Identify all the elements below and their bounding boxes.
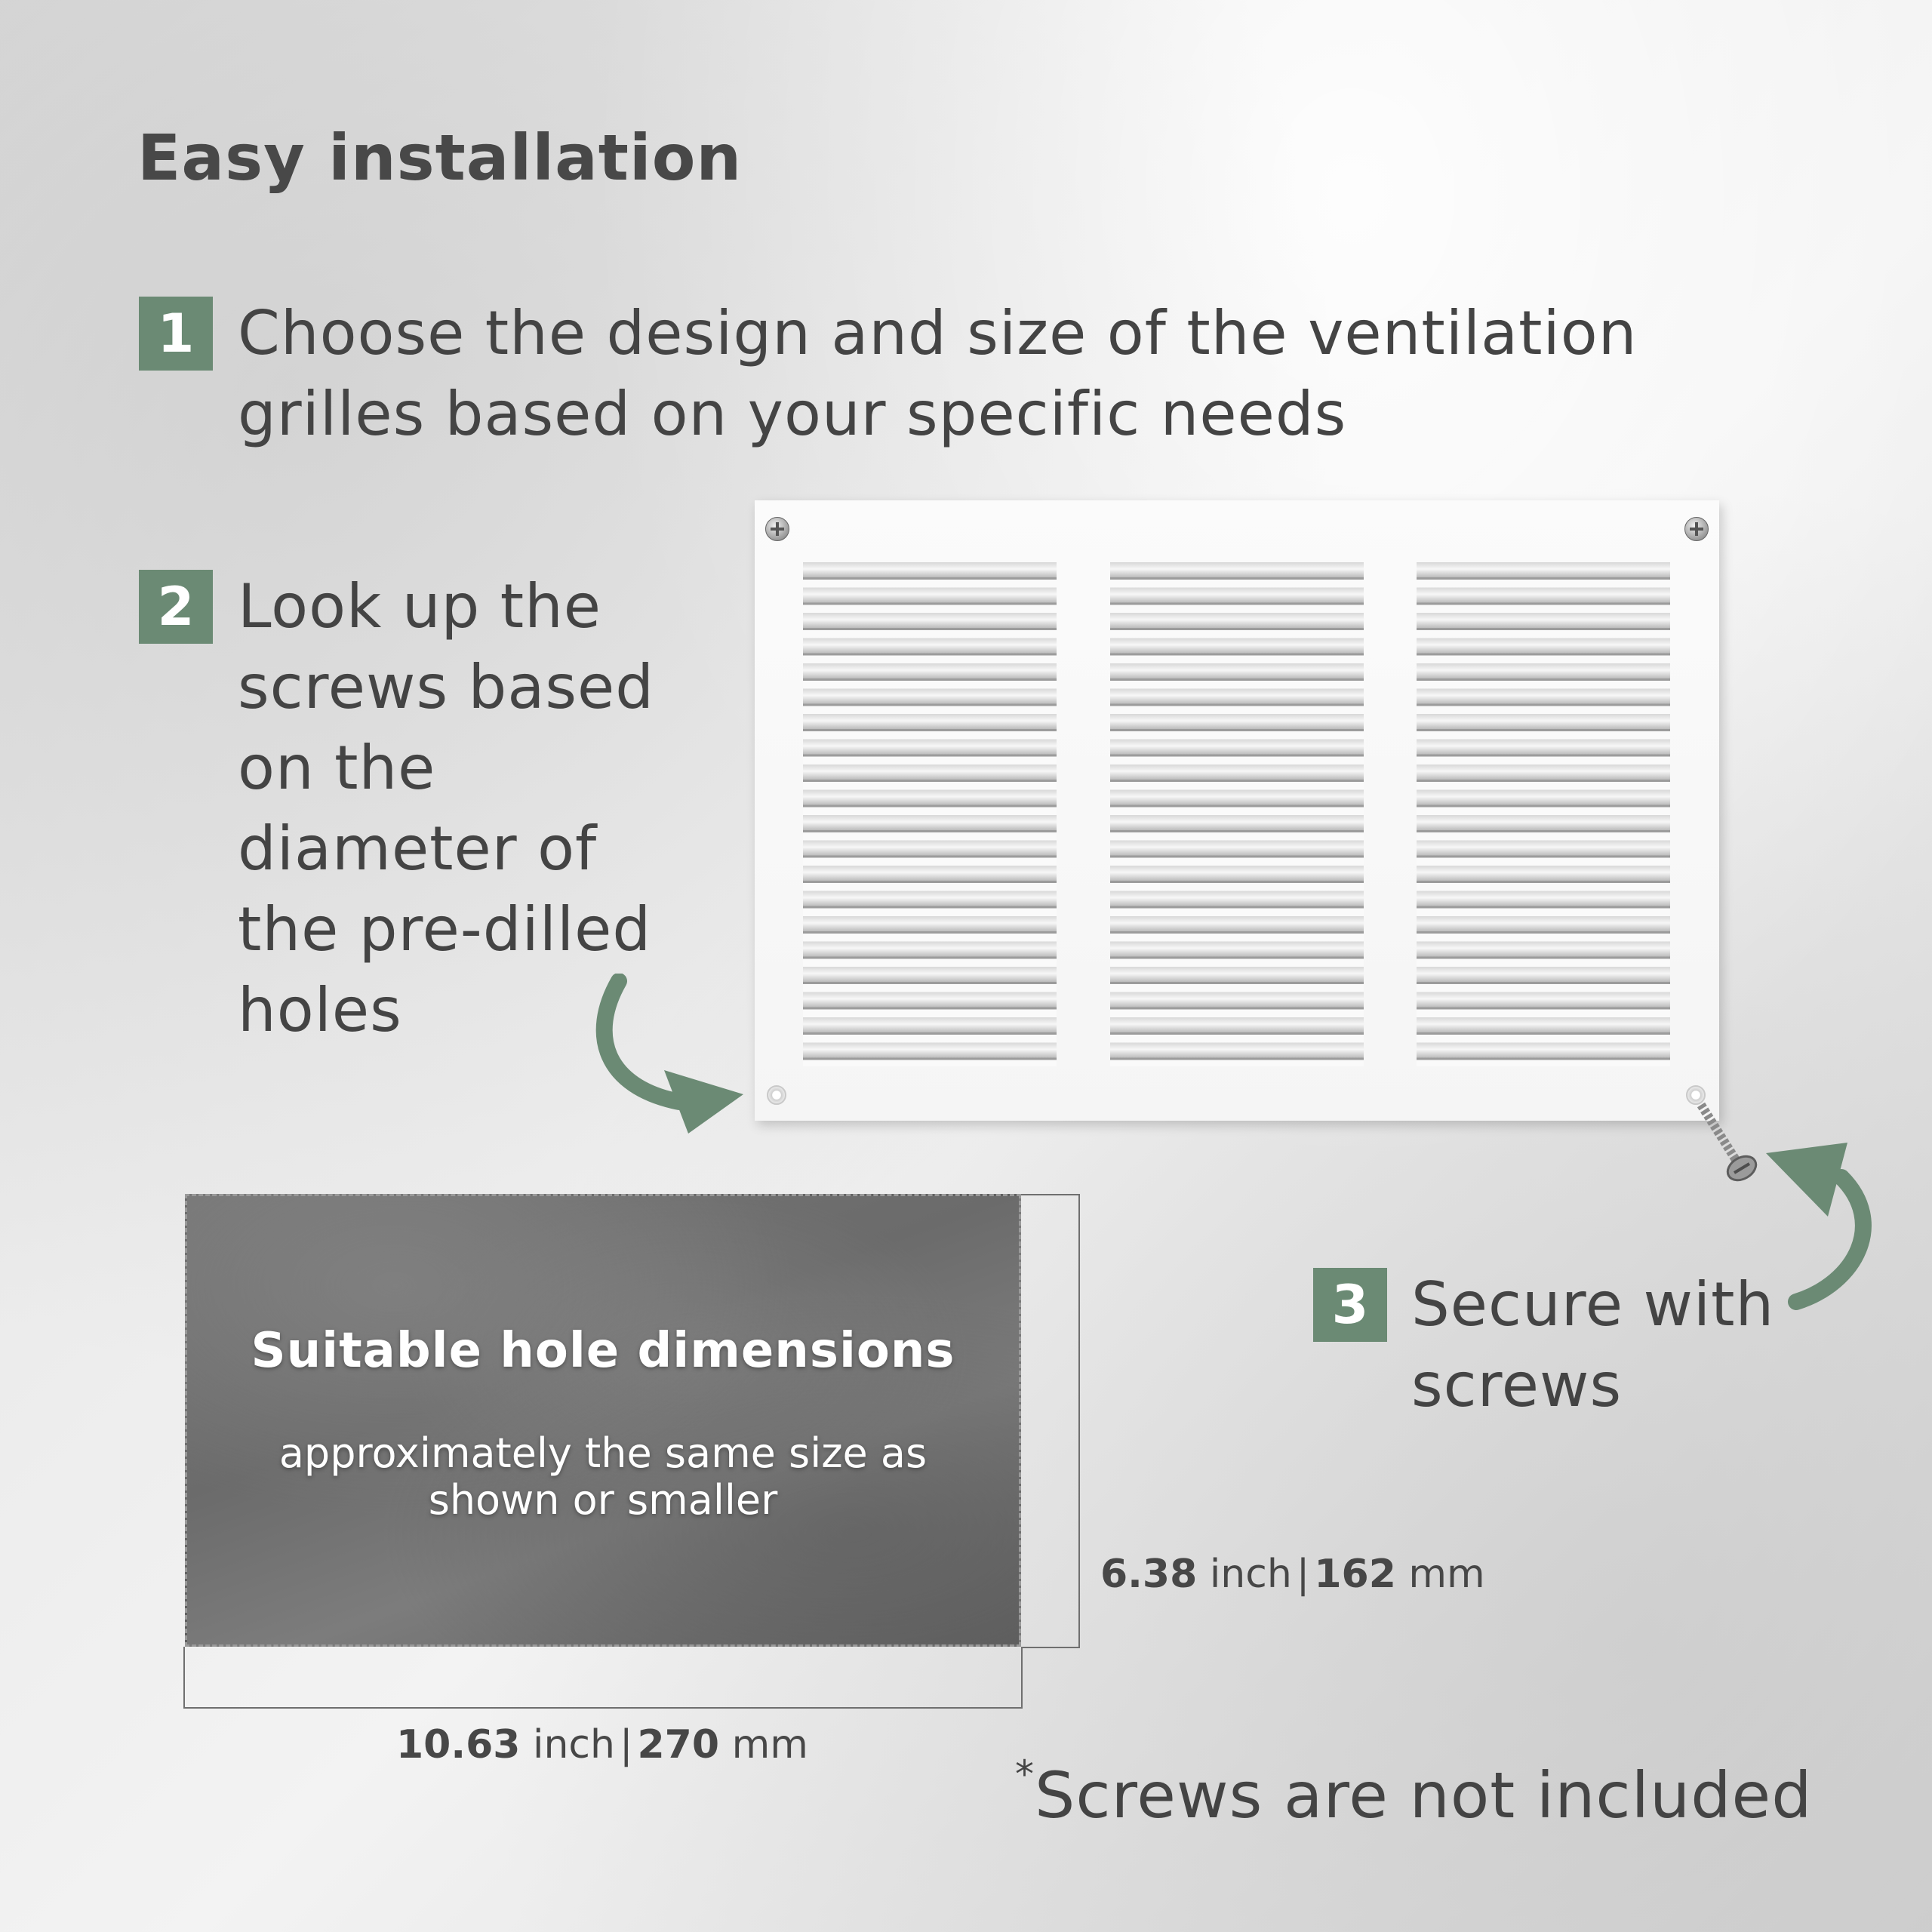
screws-note	[1015, 1752, 1813, 1832]
width-dimension-line	[183, 1707, 1023, 1709]
step-1-text	[238, 293, 1637, 454]
hole-subtitle-line: shown or smaller	[428, 1476, 778, 1524]
step-1-line: grilles based on your specific needs	[238, 379, 1347, 449]
height-dimension-line	[1078, 1194, 1080, 1648]
width-mm-value: 270	[637, 1722, 720, 1767]
height-mm-value: 162	[1314, 1552, 1396, 1597]
hole-dimensions-box	[185, 1194, 1021, 1647]
note-asterisk: *	[1015, 1752, 1035, 1796]
screw-icon	[1690, 1094, 1758, 1185]
width-dimension-label	[396, 1722, 808, 1767]
width-inch-value: 10.63	[396, 1722, 521, 1767]
hole-subtitle-line: approximately the same size as	[278, 1429, 928, 1477]
step-2-number: 2	[139, 570, 213, 644]
height-inch-unit: inch	[1209, 1552, 1292, 1597]
height-mm-unit: mm	[1408, 1552, 1485, 1597]
width-mm-unit: mm	[731, 1722, 808, 1767]
ventilation-grille-image	[755, 500, 1719, 1121]
step-2-line: Look up the	[238, 571, 602, 641]
curved-arrow-icon	[589, 974, 755, 1147]
height-dimension-line	[1021, 1194, 1080, 1195]
width-dimension-line	[183, 1647, 185, 1709]
step-2-line: the pre-dilled	[238, 894, 652, 964]
step-2-line: holes	[238, 975, 402, 1045]
note-text: Screws are not included	[1035, 1758, 1813, 1832]
height-dimension-line	[1021, 1647, 1080, 1648]
width-inch-unit: inch	[533, 1722, 615, 1767]
louvers-graphic	[755, 500, 1719, 1121]
step-3-text	[1411, 1264, 1774, 1426]
step-1-number: 1	[139, 297, 213, 371]
width-dimension-line	[1021, 1647, 1023, 1709]
step-2-line: screws based	[238, 652, 655, 722]
step-2-line: on the	[238, 733, 436, 803]
dimension-separator: |	[619, 1722, 633, 1767]
step-3-line: screws	[1411, 1350, 1623, 1420]
page-title: Easy installation	[137, 121, 743, 195]
height-inch-value: 6.38	[1100, 1552, 1198, 1597]
dimension-separator: |	[1296, 1552, 1310, 1597]
hole-dimensions-heading: Suitable hole dimensions	[251, 1323, 955, 1379]
step-3-line: Secure with	[1411, 1269, 1775, 1340]
curved-arrow-icon	[1758, 1132, 1909, 1321]
hole-dimensions-subtitle	[187, 1430, 1019, 1524]
step-1-line: Choose the design and size of the ventilation	[238, 298, 1638, 368]
height-dimension-label	[1100, 1552, 1485, 1597]
step-3-number: 3	[1313, 1268, 1387, 1342]
step-2-line: diameter of	[238, 814, 598, 884]
